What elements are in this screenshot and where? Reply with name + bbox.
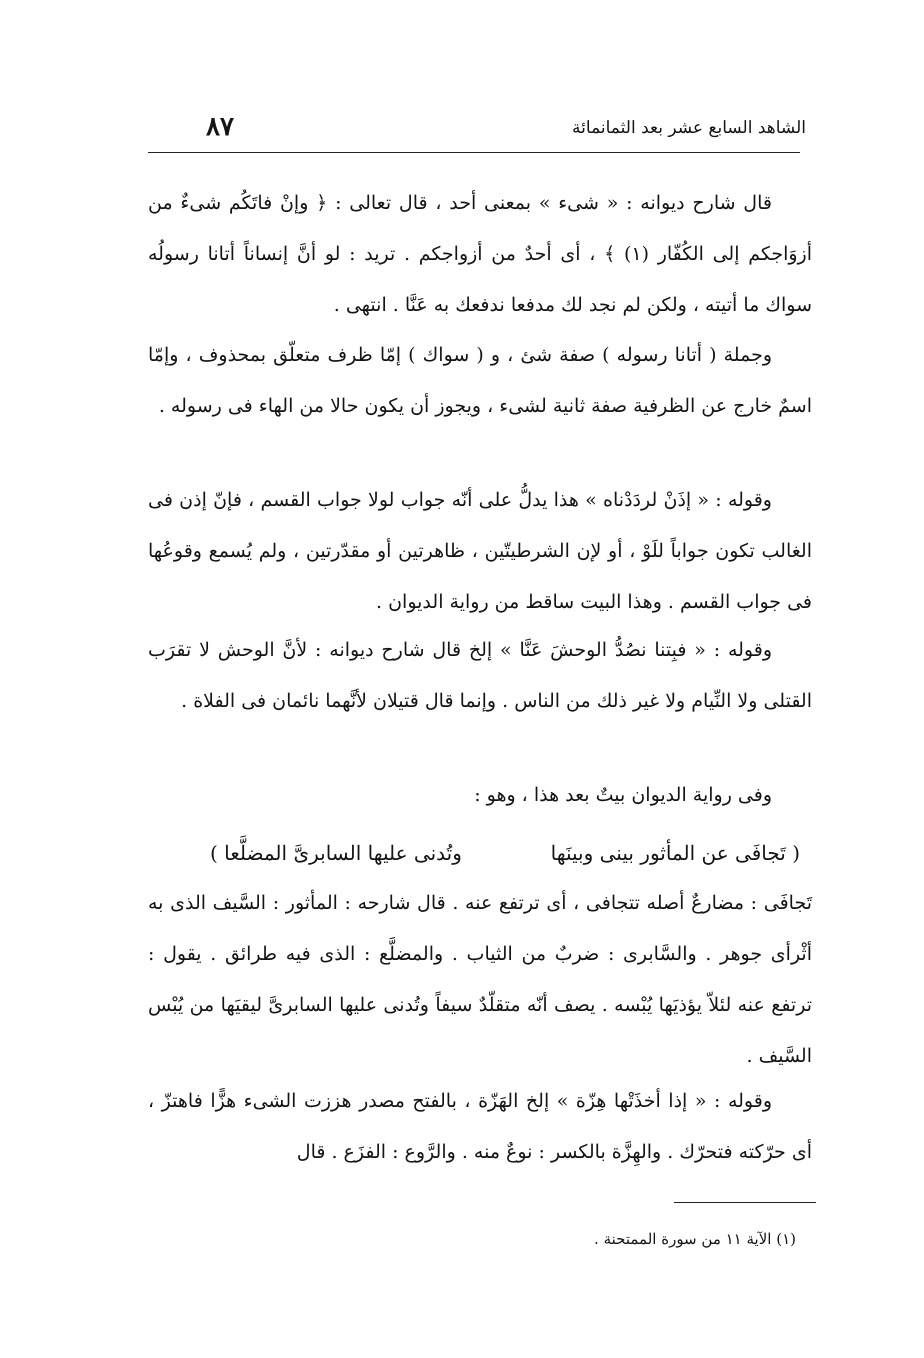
verse-second-hemistich: وتُدنى عليها السابرىَّ المضلَّعا ) <box>210 841 462 865</box>
verse-first-hemistich: ( تَجافَى عن المأثور بينى وبينَها <box>550 841 800 865</box>
paragraph-4: وقوله : « فبِتنا نصُدُّ الوحشَ عَنَّا » إلخ قال شارح ديوانه : لأنَّ الوحش لا تقرَب القتلى ولا النِّيام ولا غير ذلك من الناس . وإنما قال قتيلان لأنَّهما نائمان فى الفلاة . <box>148 639 812 712</box>
paragraph-7: وقوله : « إذا أخذَتْها هِزّة » إلخ الهَزّة ، بالفتح مصدر هززت الشىء هزًّا فاهتزّ ، أى حرّكته فتحرّك . والهِزَّة بالكسر : نوعٌ منه . والرَّوع : الفزَع . قال <box>148 1090 812 1163</box>
paragraph-6: تَجافَى : مضارعٌ أصله تتجافى ، أى ترتفع عنه . قال شارحه : المأثور : السَّيف الذى به أثْرأى جوهر . والسَّابرى : ضربٌ من الثياب . والمضلَّع : الذى فيه طرائق . يقول : ترتفع عنه لئلاّ يؤذيَها يُبْسه . يصف أنّه متقلّدٌ سيفاً وتُدنى عليها السابرىَّ ليقيَها من يُبْس السَّيف . <box>148 892 812 1067</box>
paragraph-1: قال شارح ديوانه : « شىء » بمعنى أحد ، قال تعالى : ﴿ وإنْ فاتَكُم شىءٌ من أزوَاجكم إلى الكُفّار (١) ﴾ ، أى أحدٌ من أزواجكم . تريد : لو أنَّ إنساناً أتانا رسولُه سواك ما أتيته ، ولكن لم نجد لك مدفعا ندفعك به عَنَّا . انتهى . <box>148 192 812 316</box>
footnote-divider <box>674 1202 816 1203</box>
paragraph-2: وجملة ( أتانا رسوله ) صفة شئ ، و ( سواك ) إمّا ظرف متعلّق بمحذوف ، وإمّا اسمٌ خارج عن الظرفية صفة ثانية لشىء ، ويجوز أن يكون حالا من الهاء فى رسوله . <box>148 344 812 417</box>
footnote: (١) الآية ١١ من سورة الممتحنة . <box>594 1230 796 1248</box>
running-title: الشاهد السابع عشر بعد الثمانمائة <box>572 118 806 138</box>
page-number: ٨٧ <box>206 112 234 142</box>
header-divider <box>148 152 800 153</box>
verse <box>200 828 800 879</box>
verse-intro: وفى رواية الديوان بيتٌ بعد هذا ، وهو : <box>474 784 772 806</box>
paragraph-3: وقوله : « إذَنْ لردَدْناه » هذا يدلُّ على أنّه جواب لولا جواب القسم ، فإنّ إذن فى الغالب تكون جواباً للَوْ ، أو لإن الشرطيتّين ، ظاهرتين أو مقدّرتين ، ولم يُسمع وقوعُها فى جواب القسم . وهذا البيت ساقط من رواية الديوان . <box>148 489 812 613</box>
